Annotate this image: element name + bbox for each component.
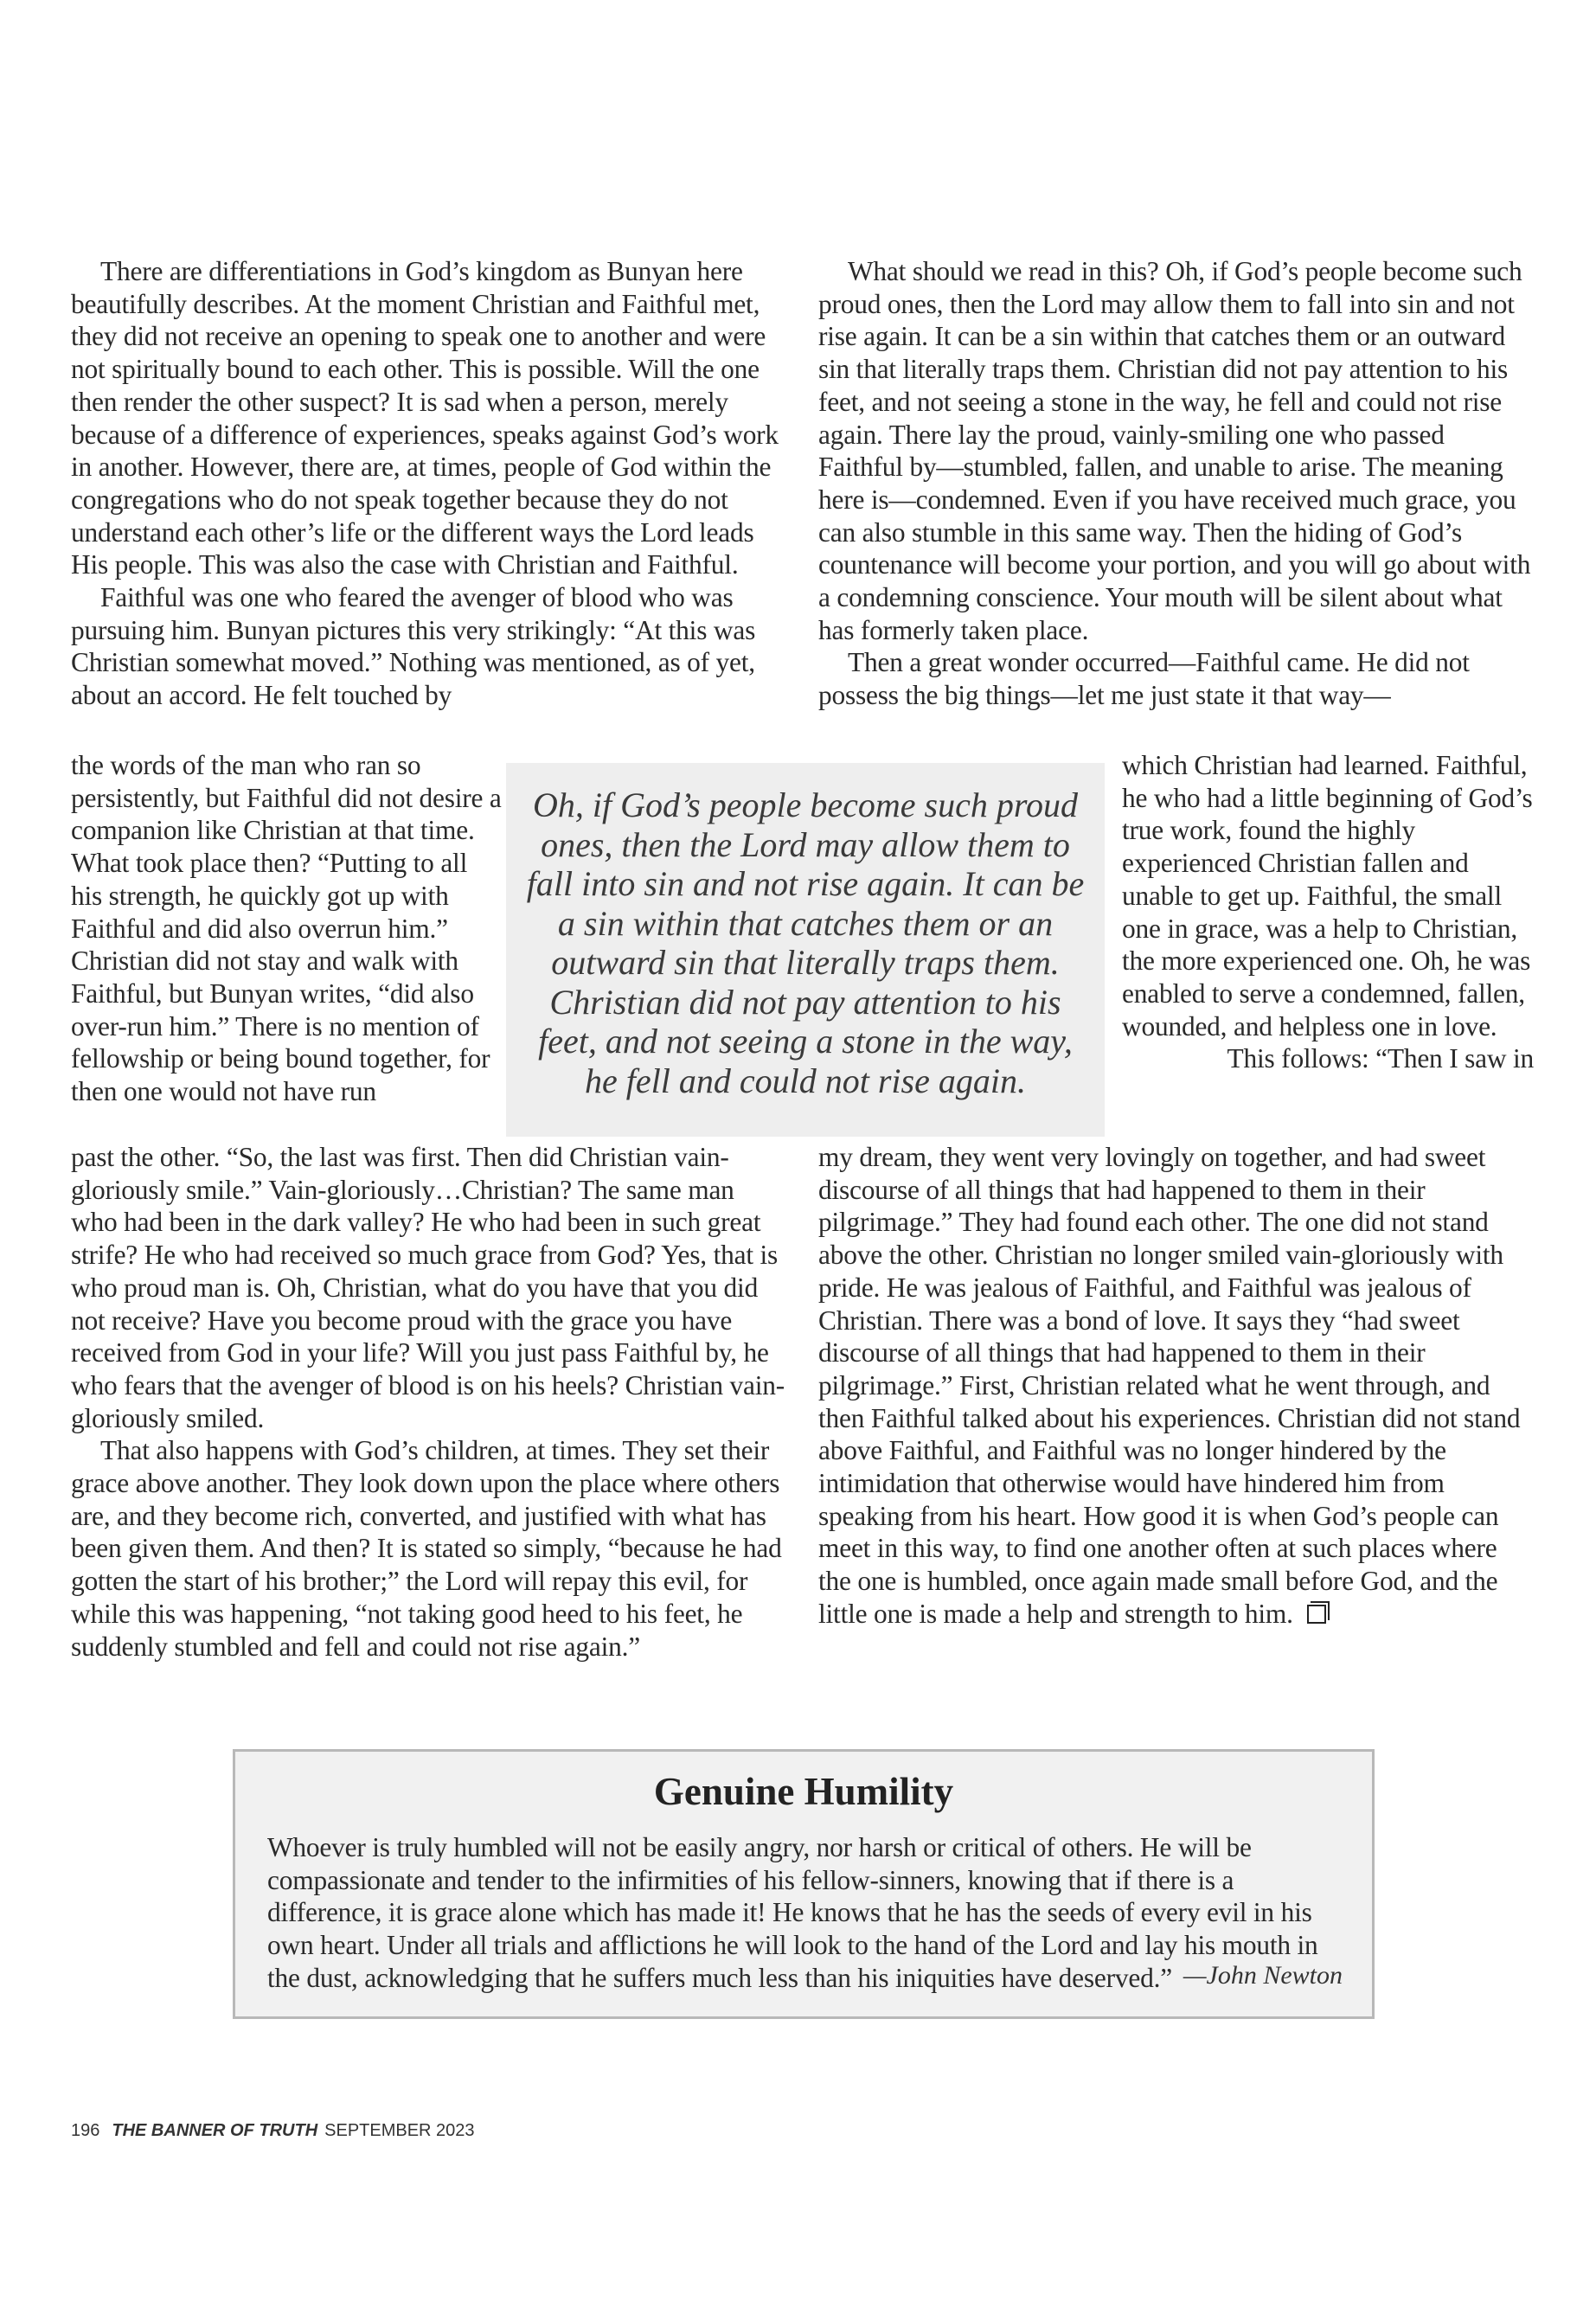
paragraph-text: my dream, they went very lovingly on together, and had sweet discourse of all things that had happened to them in their pilgrimage.” They had found each other. The one did not stand above the other. Christian no longer smiled vain-gloriously with pride. He was jealous of Faithful, and Faithful was jealous of Christian. There was a bond of love. It says they “had sweet discourse of all things that had happened to them in their pilgrimage.” First, Christian related what he went through, and then Faithful talked about his experiences. Christian did not stand above Faithful, and Faithful was no longer hindered by the intimidation that otherwise would have hindered him from speaking from his heart. How good it is when God’s people can meet in this way, to find one another often at such places where the one is humbled, once again made small before God, and the little one is made a help and strength to him. <box>818 1142 1521 1629</box>
left-column-top <box>71 255 786 712</box>
paragraph: the words of the man who ran so persistently, but Faithful did not desire a companion like Christian at that time. What took place then? “Putting to all his strength, he quickly got up with Faithful and did also overrun him.” Christian did not stay and walk with Faithful, but Bunyan writes, “did also over-run him.” There is no mention of fellowship or being bound together, for then one would not have run <box>71 750 502 1107</box>
sidebar-box <box>233 1749 1375 2019</box>
sidebar-attribution: —John Newton <box>1183 1961 1343 1990</box>
page-number: 196 <box>71 2121 100 2140</box>
sidebar-title: Genuine Humility <box>653 1770 954 1813</box>
end-of-article-box-icon <box>1307 1605 1326 1624</box>
right-column-bottom <box>818 1141 1534 1631</box>
right-column-top <box>818 255 1534 712</box>
page-footer <box>71 2121 475 2141</box>
paragraph: There are differentiations in God’s kingdom as Bunyan here beautifully describes. At the moment Christian and Faithful met, they did not receive an opening to speak one to another and were not spiritually bound to each other. This is possible. Will the one then render the other suspect? It is sad when a person, merely because of a difference of experiences, speaks against God’s work in another. However, there are, at times, people of God within the congregations who do not speak together because they do not understand each other’s life or the different ways the Lord leads His people. This was also the case with Christian and Faithful. <box>71 256 779 580</box>
paragraph: Then a great wonder occurred—Faithful came. He did not possess the big things—let me just state it that way— <box>818 647 1470 711</box>
right-wrap-text <box>1122 749 1546 1075</box>
paragraph: That also happens with God’s children, at times. They set their grace above another. They look down upon the place where others are, and they become rich, converted, and justified with what has been given them. And then? It is stated so simply, “because he had gotten the start of his brother;” the Lord will repay this evil, for while this was happening, “not taking good heed to his feet, he suddenly stumbled and fell and could not rise again.” <box>71 1435 782 1662</box>
issue-date: SEPTEMBER 2023 <box>324 2121 475 2140</box>
sidebar-quote: Whoever is truly humbled will not be easily angry, nor harsh or critical of others. He will be compassionate and tender to the infirmities of his fellow-sinners, knowing that if there is a difference, it is grace alone which has made it! He knows that he has the seeds of every evil in his own heart. Under all trials and afflictions he will look to the hand of the Lord and lay his mouth in the dust, acknowledging that he suffers much less than his iniquities have deserved.” <box>267 1832 1318 1993</box>
sidebar-body <box>267 1831 1340 1995</box>
paragraph: past the other. “So, the last was first. Then did Christian vain-gloriously smile.” Vain-gloriously…Christian? The same man who had been in the dark valley? He who had been in such great strife? He who had received so much grace from God? Yes, that is who proud man is. Oh, Christian, what do you have that you did not receive? Have you become proud with the grace you have received from God in your life? Will you just pass Faithful by, he who fears that the avenger of blood is on his heels? Christian vain-gloriously smiled. <box>71 1142 785 1433</box>
left-column-bottom <box>71 1141 786 1663</box>
paragraph: This follows: “Then I saw in <box>1227 1043 1534 1074</box>
paragraph: Faithful was one who feared the avenger of blood who was pursuing him. Bunyan pictures this very strikingly: “At this was Christian somewhat moved.” Nothing was mentioned, as of yet, about an accord. He felt touched by <box>71 582 756 711</box>
paragraph: which Christian had learned. Faithful, he who had a little beginning of God’s true work, found the highly experienced Christian fallen and unable to get up. Faithful, the small one in grace, was a help to Christian, the more experienced one. Oh, he was enabled to serve a condemned, fallen, wounded, and helpless one in love. <box>1122 750 1533 1042</box>
paragraph <box>818 1141 1534 1631</box>
magazine-title: THE BANNER OF TRUTH <box>112 2121 318 2140</box>
pull-quote: Oh, if God’s people become such proud ones, then the Lord may allow them to fall into sin and not rise again. It can be a sin within that catches them or an outward sin that literally traps them. Christian did not pay attention to his feet, and not seeing a stone in the way, he fell and could not rise again. <box>506 763 1105 1137</box>
left-wrap-text <box>71 749 503 1108</box>
paragraph: What should we read in this? Oh, if God’s people become such proud ones, then the Lord may allow them to fall into sin and not rise again. It can be a sin within that catches them or an outward sin that literally traps them. Christian did not pay attention to his feet, and not seeing a stone in the way, he fell and could not rise again. There lay the proud, vainly-smiling one who passed Faithful by—stumbled, fallen, and unable to arise. The meaning here is—condemned. Even if you have received much grace, you can also stumble in this same way. Then the hiding of God’s countenance will become your portion, and you will go about with a condemning conscience. Your mouth will be silent about what has formerly taken place. <box>818 256 1531 645</box>
